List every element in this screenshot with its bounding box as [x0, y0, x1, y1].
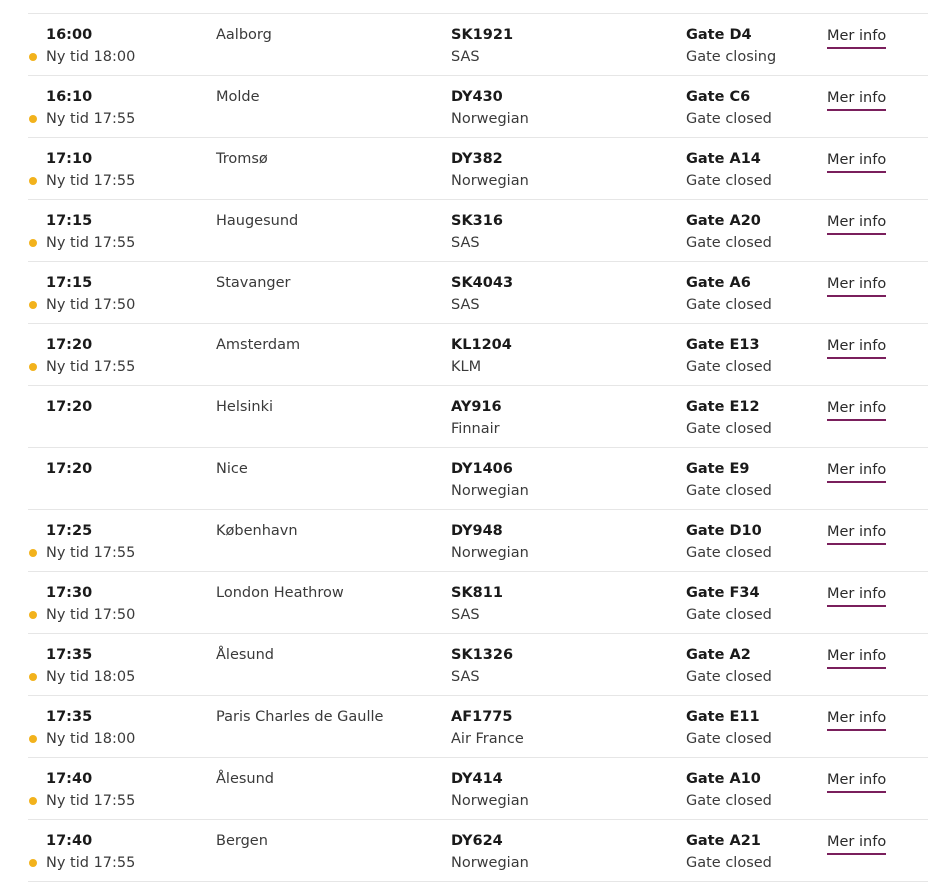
more-info-link[interactable]: Mer info	[827, 584, 886, 607]
scheduled-time: 17:20	[46, 399, 93, 415]
gate-cell	[686, 830, 821, 874]
destination-cell	[216, 458, 446, 480]
more-info-link[interactable]: Mer info	[827, 88, 886, 111]
gate: Gate D4	[686, 27, 752, 43]
gate-status: Gate closed	[686, 173, 772, 189]
destination: Haugesund	[216, 213, 299, 229]
flight-cell	[451, 644, 681, 688]
flight-row	[28, 262, 928, 324]
flight-number: DY430	[451, 89, 503, 105]
time-cell	[28, 334, 208, 378]
airline: SAS	[451, 607, 480, 623]
gate: Gate E11	[686, 709, 760, 725]
flight-row	[28, 138, 928, 200]
gate: Gate E12	[686, 399, 760, 415]
destination: Paris Charles de Gaulle	[216, 709, 384, 725]
more-info-link[interactable]: Mer info	[827, 26, 886, 49]
info-cell	[827, 520, 886, 545]
flight-cell	[451, 24, 681, 68]
airline: SAS	[451, 235, 480, 251]
flight-cell	[451, 86, 681, 130]
info-cell	[827, 396, 886, 421]
gate: Gate A21	[686, 833, 761, 849]
more-info-link[interactable]: Mer info	[827, 336, 886, 359]
more-info-link[interactable]: Mer info	[827, 398, 886, 421]
info-cell	[827, 272, 886, 297]
info-cell	[827, 644, 886, 669]
airline: Norwegian	[451, 483, 529, 499]
scheduled-time: 16:10	[46, 89, 93, 105]
gate-cell	[686, 582, 821, 626]
flight-cell	[451, 148, 681, 192]
scheduled-time: 17:35	[46, 647, 93, 663]
flight-cell	[451, 334, 681, 378]
more-info-link[interactable]: Mer info	[827, 274, 886, 297]
destination: Bergen	[216, 833, 268, 849]
airline: Norwegian	[451, 793, 529, 809]
flight-number: DY382	[451, 151, 503, 167]
destination: Stavanger	[216, 275, 291, 291]
scheduled-time: 17:40	[46, 771, 93, 787]
flight-number: SK4043	[451, 275, 514, 291]
gate-cell	[686, 148, 821, 192]
gate-status: Gate closed	[686, 731, 772, 747]
gate: Gate A2	[686, 647, 751, 663]
airline: Norwegian	[451, 111, 529, 127]
airline: SAS	[451, 669, 480, 685]
destination-cell	[216, 272, 446, 294]
scheduled-time: 17:10	[46, 151, 93, 167]
gate-status: Gate closed	[686, 545, 772, 561]
more-info-link[interactable]: Mer info	[827, 212, 886, 235]
scheduled-time: 16:00	[46, 27, 93, 43]
time-cell	[28, 272, 208, 316]
destination: Ålesund	[216, 771, 275, 787]
time-cell	[28, 458, 208, 480]
gate-cell	[686, 768, 821, 812]
destination: Ålesund	[216, 647, 275, 663]
flight-row	[28, 448, 928, 510]
time-cell	[28, 86, 208, 130]
destination-cell	[216, 830, 446, 852]
flight-number: DY1406	[451, 461, 513, 477]
destination: Aalborg	[216, 27, 272, 43]
flight-cell	[451, 582, 681, 626]
destination: London Heathrow	[216, 585, 344, 601]
gate-status: Gate closed	[686, 235, 772, 251]
gate: Gate F34	[686, 585, 760, 601]
gate: Gate E9	[686, 461, 750, 477]
destination: Nice	[216, 461, 248, 477]
airline: Norwegian	[451, 855, 529, 871]
flight-row	[28, 386, 928, 448]
new-time: Ny tid 17:55	[46, 111, 136, 127]
info-cell	[827, 210, 886, 235]
flight-row	[28, 696, 928, 758]
more-info-link[interactable]: Mer info	[827, 770, 886, 793]
destination-cell	[216, 582, 446, 604]
scheduled-time: 17:15	[46, 275, 93, 291]
time-cell	[28, 520, 208, 564]
flight-cell	[451, 830, 681, 874]
gate-status: Gate closed	[686, 421, 772, 437]
info-cell	[827, 706, 886, 731]
airline: Norwegian	[451, 173, 529, 189]
time-cell	[28, 768, 208, 812]
scheduled-time: 17:20	[46, 337, 93, 353]
new-time: Ny tid 17:55	[46, 855, 136, 871]
destination-cell	[216, 148, 446, 170]
more-info-link[interactable]: Mer info	[827, 646, 886, 669]
flight-number: DY948	[451, 523, 503, 539]
flight-row	[28, 200, 928, 262]
more-info-link[interactable]: Mer info	[827, 832, 886, 855]
info-cell	[827, 458, 886, 483]
gate: Gate A14	[686, 151, 761, 167]
time-cell	[28, 148, 208, 192]
flight-row	[28, 820, 928, 882]
more-info-link[interactable]: Mer info	[827, 522, 886, 545]
destination-cell	[216, 334, 446, 356]
destination-cell	[216, 210, 446, 232]
destination: Tromsø	[216, 151, 268, 167]
time-cell	[28, 396, 208, 418]
new-time: Ny tid 17:55	[46, 173, 136, 189]
gate-status: Gate closed	[686, 359, 772, 375]
time-cell	[28, 830, 208, 874]
flight-number: AY916	[451, 399, 502, 415]
destination-cell	[216, 86, 446, 108]
gate-status: Gate closed	[686, 607, 772, 623]
destination-cell	[216, 396, 446, 418]
flight-row	[28, 634, 928, 696]
gate: Gate C6	[686, 89, 751, 105]
flight-row	[28, 14, 928, 76]
info-cell	[827, 24, 886, 49]
flight-row	[28, 324, 928, 386]
new-time: Ny tid 17:50	[46, 297, 136, 313]
flight-number: SK1326	[451, 647, 514, 663]
departures-list	[28, 13, 928, 882]
gate: Gate A10	[686, 771, 761, 787]
info-cell	[827, 334, 886, 359]
info-cell	[827, 148, 886, 173]
gate-cell	[686, 520, 821, 564]
time-cell	[28, 24, 208, 68]
gate-status: Gate closed	[686, 669, 772, 685]
flight-number: SK1921	[451, 27, 514, 43]
destination-cell	[216, 520, 446, 542]
flight-number: SK811	[451, 585, 503, 601]
destination-cell	[216, 706, 446, 728]
new-time: Ny tid 17:55	[46, 359, 136, 375]
flight-number: DY624	[451, 833, 503, 849]
info-cell	[827, 582, 886, 607]
destination: København	[216, 523, 298, 539]
more-info-link[interactable]: Mer info	[827, 460, 886, 483]
new-time: Ny tid 17:55	[46, 545, 136, 561]
gate: Gate D10	[686, 523, 762, 539]
gate-status: Gate closing	[686, 49, 777, 65]
time-cell	[28, 582, 208, 626]
airline: SAS	[451, 297, 480, 313]
flight-cell	[451, 768, 681, 812]
more-info-link[interactable]: Mer info	[827, 150, 886, 173]
new-time: Ny tid 18:00	[46, 731, 136, 747]
airline: Norwegian	[451, 545, 529, 561]
gate-status: Gate closed	[686, 111, 772, 127]
gate-cell	[686, 334, 821, 378]
gate: Gate A6	[686, 275, 751, 291]
flight-cell	[451, 396, 681, 440]
flight-cell	[451, 458, 681, 502]
scheduled-time: 17:40	[46, 833, 93, 849]
scheduled-time: 17:30	[46, 585, 93, 601]
scheduled-time: 17:15	[46, 213, 93, 229]
gate-cell	[686, 86, 821, 130]
flight-number: AF1775	[451, 709, 513, 725]
new-time: Ny tid 17:55	[46, 793, 136, 809]
new-time: Ny tid 18:00	[46, 49, 136, 65]
destination-cell	[216, 768, 446, 790]
scheduled-time: 17:25	[46, 523, 93, 539]
gate-status: Gate closed	[686, 793, 772, 809]
destination: Molde	[216, 89, 260, 105]
gate: Gate E13	[686, 337, 760, 353]
info-cell	[827, 830, 886, 855]
flight-cell	[451, 272, 681, 316]
airline: Finnair	[451, 421, 500, 437]
gate-cell	[686, 210, 821, 254]
gate-cell	[686, 706, 821, 750]
new-time: Ny tid 17:50	[46, 607, 136, 623]
flight-number: DY414	[451, 771, 503, 787]
flight-row	[28, 510, 928, 572]
gate-cell	[686, 272, 821, 316]
gate-cell	[686, 24, 821, 68]
airline: SAS	[451, 49, 480, 65]
time-cell	[28, 210, 208, 254]
airline: Air France	[451, 731, 524, 747]
destination-cell	[216, 644, 446, 666]
new-time: Ny tid 18:05	[46, 669, 136, 685]
gate-status: Gate closed	[686, 855, 772, 871]
scheduled-time: 17:35	[46, 709, 93, 725]
gate-cell	[686, 458, 821, 502]
gate-cell	[686, 644, 821, 688]
airline: KLM	[451, 359, 482, 375]
destination: Amsterdam	[216, 337, 301, 353]
gate-status: Gate closed	[686, 297, 772, 313]
gate-status: Gate closed	[686, 483, 772, 499]
info-cell	[827, 768, 886, 793]
new-time: Ny tid 17:55	[46, 235, 136, 251]
scheduled-time: 17:20	[46, 461, 93, 477]
flight-number: KL1204	[451, 337, 512, 353]
gate: Gate A20	[686, 213, 761, 229]
more-info-link[interactable]: Mer info	[827, 708, 886, 731]
time-cell	[28, 706, 208, 750]
flight-cell	[451, 210, 681, 254]
flight-cell	[451, 520, 681, 564]
destination: Helsinki	[216, 399, 274, 415]
destination-cell	[216, 24, 446, 46]
flight-cell	[451, 706, 681, 750]
flight-row	[28, 572, 928, 634]
flight-number: SK316	[451, 213, 503, 229]
time-cell	[28, 644, 208, 688]
flight-row	[28, 76, 928, 138]
gate-cell	[686, 396, 821, 440]
info-cell	[827, 86, 886, 111]
flight-row	[28, 758, 928, 820]
